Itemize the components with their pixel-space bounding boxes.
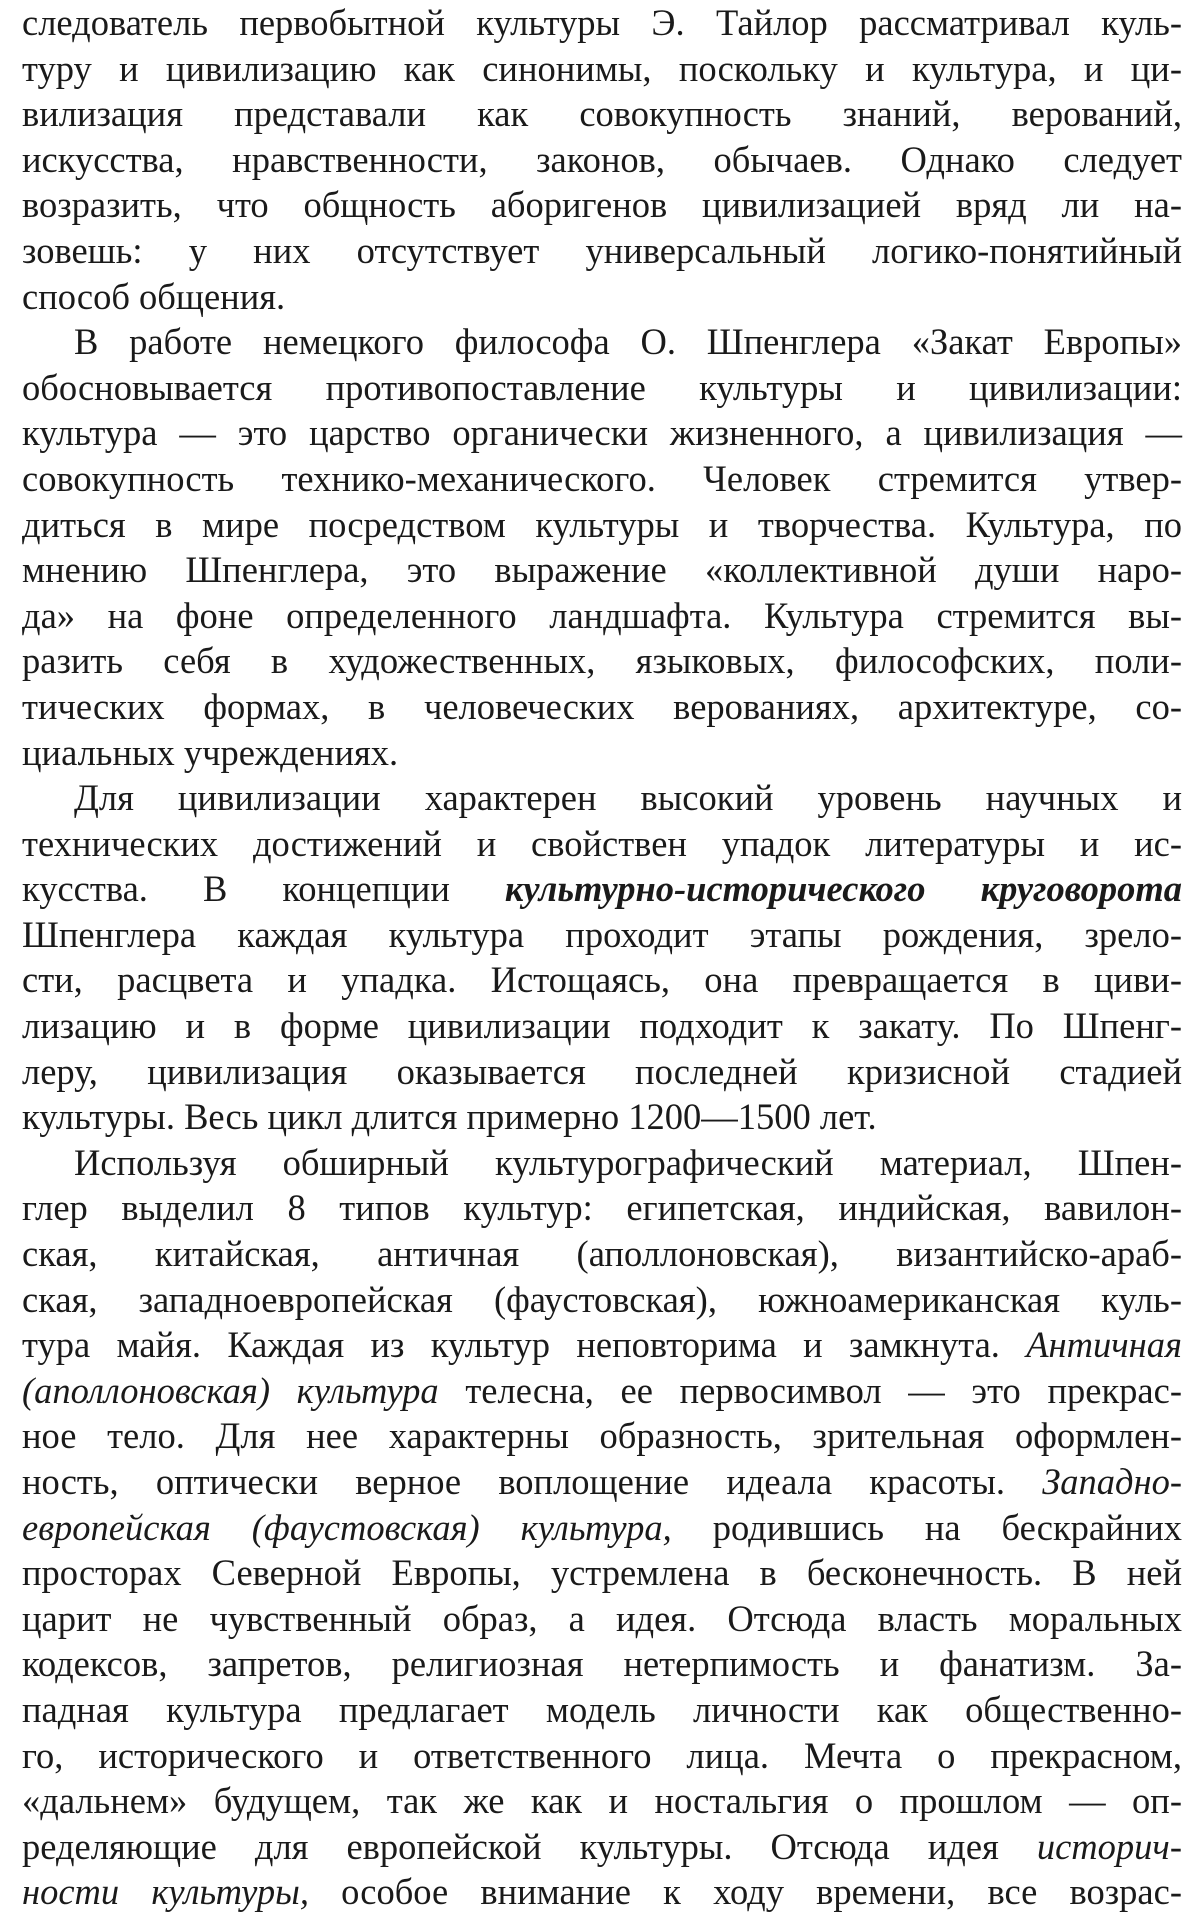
text-line [22,1505,1182,1551]
emphasis-term: культурно-исторического круговорота [504,868,1182,910]
text-line [22,638,1182,684]
text: ская, западноевропейская (фаустовская), южноамериканская куль- [22,1278,1182,1320]
text: тических формах, в человеческих верованиях, архитектуре, со- [22,685,1182,727]
text: способ общения. [22,275,286,317]
text-line [22,1413,1182,1459]
text: тура майя. Каждая из культур неповторима и замкнута. [22,1324,1027,1366]
text: ределяющие для европейской культуры. Отсюда идея [22,1825,1037,1867]
text: да» на фоне определенного ландшафта. Культура стремится вы- [22,594,1182,636]
text-line [22,91,1182,137]
text-line [22,912,1182,958]
text: просторах Северной Европы, устремлена в бесконечность. В ней [22,1552,1182,1594]
text: родившись на бескрайних [671,1506,1182,1548]
text: диться в мире посредством культуры и творчества. Культура, по [22,503,1182,545]
text-line [22,1368,1182,1414]
text: возразить, что общность аборигенов цивилизацией вряд ли на- [22,184,1182,226]
text-line [22,1550,1182,1596]
text: лизацию и в форме цивилизации подходит к закату. По Шпенг- [22,1005,1182,1047]
text-line [22,1185,1182,1231]
text-line [22,866,1182,912]
text: «дальнем» будущем, так же как и ностальгия о прошлом — оп- [22,1780,1182,1822]
text-line [22,0,1182,46]
text-line [22,1824,1182,1870]
text: глер выделил 8 типов культур: египетская, индийская, вавилон- [22,1187,1182,1229]
text: падная культура предлагает модель личности как общественно- [22,1688,1182,1730]
text-line [22,319,1182,365]
text: технических достижений и свойствен упадок литературы и ис- [22,822,1182,864]
text: ская, китайская, античная (аполлоновская), византийско-араб- [22,1233,1182,1275]
italic-term: историч- [1036,1825,1182,1867]
text: совокупность технико-механического. Человек стремится утвер- [22,457,1182,499]
italic-term: ности культуры, [22,1871,309,1913]
text: царит не чувственный образ, а идея. Отсюда власть моральных [22,1597,1182,1639]
text: следователь первобытной культуры Э. Тайлор рассматривал куль- [22,2,1182,43]
text-line [22,182,1182,228]
text: зовешь: у них отсутствует универсальный логико-понятийный [22,229,1182,271]
text: ность, оптически верное воплощение идеала красоты. [22,1461,1043,1502]
text-line [22,46,1182,92]
text: Используя обширный культурографический материал, Шпен- [74,1141,1182,1183]
text: обосновывается противопоставление культуры и цивилизации: [22,366,1182,408]
text-line [22,1003,1182,1049]
text: вилизация представали как совокупность знаний, верований, [22,93,1182,135]
text: туру и цивилизацию как синонимы, поскольку и культура, и ци- [22,47,1182,89]
text-line [22,1140,1182,1186]
italic-term: Западно- [1042,1461,1182,1502]
text-line [22,547,1182,593]
text-line [22,1596,1182,1642]
text-line [22,228,1182,274]
text-line [22,1094,1182,1140]
book-page [22,0,1182,1913]
text: ное тело. Для нее характерны образность, зрительная оформлен- [22,1415,1182,1457]
text-line [22,1049,1182,1095]
text-line [22,775,1182,821]
text-line [22,1322,1182,1368]
text-line [22,1459,1182,1505]
text: разить себя в художественных, языковых, философских, поли- [22,640,1182,682]
text-line [22,1733,1182,1779]
text-line [22,1231,1182,1277]
text-line [22,410,1182,456]
text-line [22,1641,1182,1687]
text-line [22,684,1182,730]
italic-term: европейская (фаустовская) культура, [22,1506,672,1548]
text: культуры. Весь цикл длится примерно 1200—1500 лет. [22,1096,877,1138]
text: мнению Шпенглера, это выражение «коллективной души наро- [22,549,1182,591]
text: телесна, ее первосимвол — это прекрас- [438,1369,1182,1411]
text-line [22,274,1182,320]
italic-term: (аполлоновская) культура [22,1369,439,1411]
text-line [22,1277,1182,1323]
text-line [22,1778,1182,1824]
italic-term: Античная [1026,1324,1182,1366]
text: леру, цивилизация оказывается последней кризисной стадией [22,1050,1182,1092]
text-line [22,1869,1182,1915]
text-line [22,365,1182,411]
text: культура — это царство органически жизненного, а цивилизация — [22,412,1182,454]
text: искусства, нравственности, законов, обычаев. Однако следует [22,138,1182,180]
text: В работе немецкого философа О. Шпенглера «Закат Европы» [74,321,1182,363]
text-line [22,1687,1182,1733]
text-line [22,957,1182,1003]
text: кодексов, запретов, религиозная нетерпимость и фанатизм. За- [22,1643,1182,1685]
text-line [22,730,1182,776]
text-line [22,502,1182,548]
text-line [22,456,1182,502]
text: сти, расцвета и упадка. Истощаясь, она превращается в циви- [22,959,1182,1001]
text-line [22,821,1182,867]
text-line [22,593,1182,639]
text: Шпенглера каждая культура проходит этапы рождения, зрело- [22,913,1182,955]
text: кусства. В концепции [22,868,505,910]
text: Для цивилизации характерен высокий уровень научных и [74,777,1182,819]
text: особое внимание к ходу времени, все возрас- [308,1871,1182,1913]
text: го, исторического и ответственного лица. Мечта о прекрасном, [22,1734,1182,1776]
text-line [22,137,1182,183]
text: циальных учреждениях. [22,731,399,773]
